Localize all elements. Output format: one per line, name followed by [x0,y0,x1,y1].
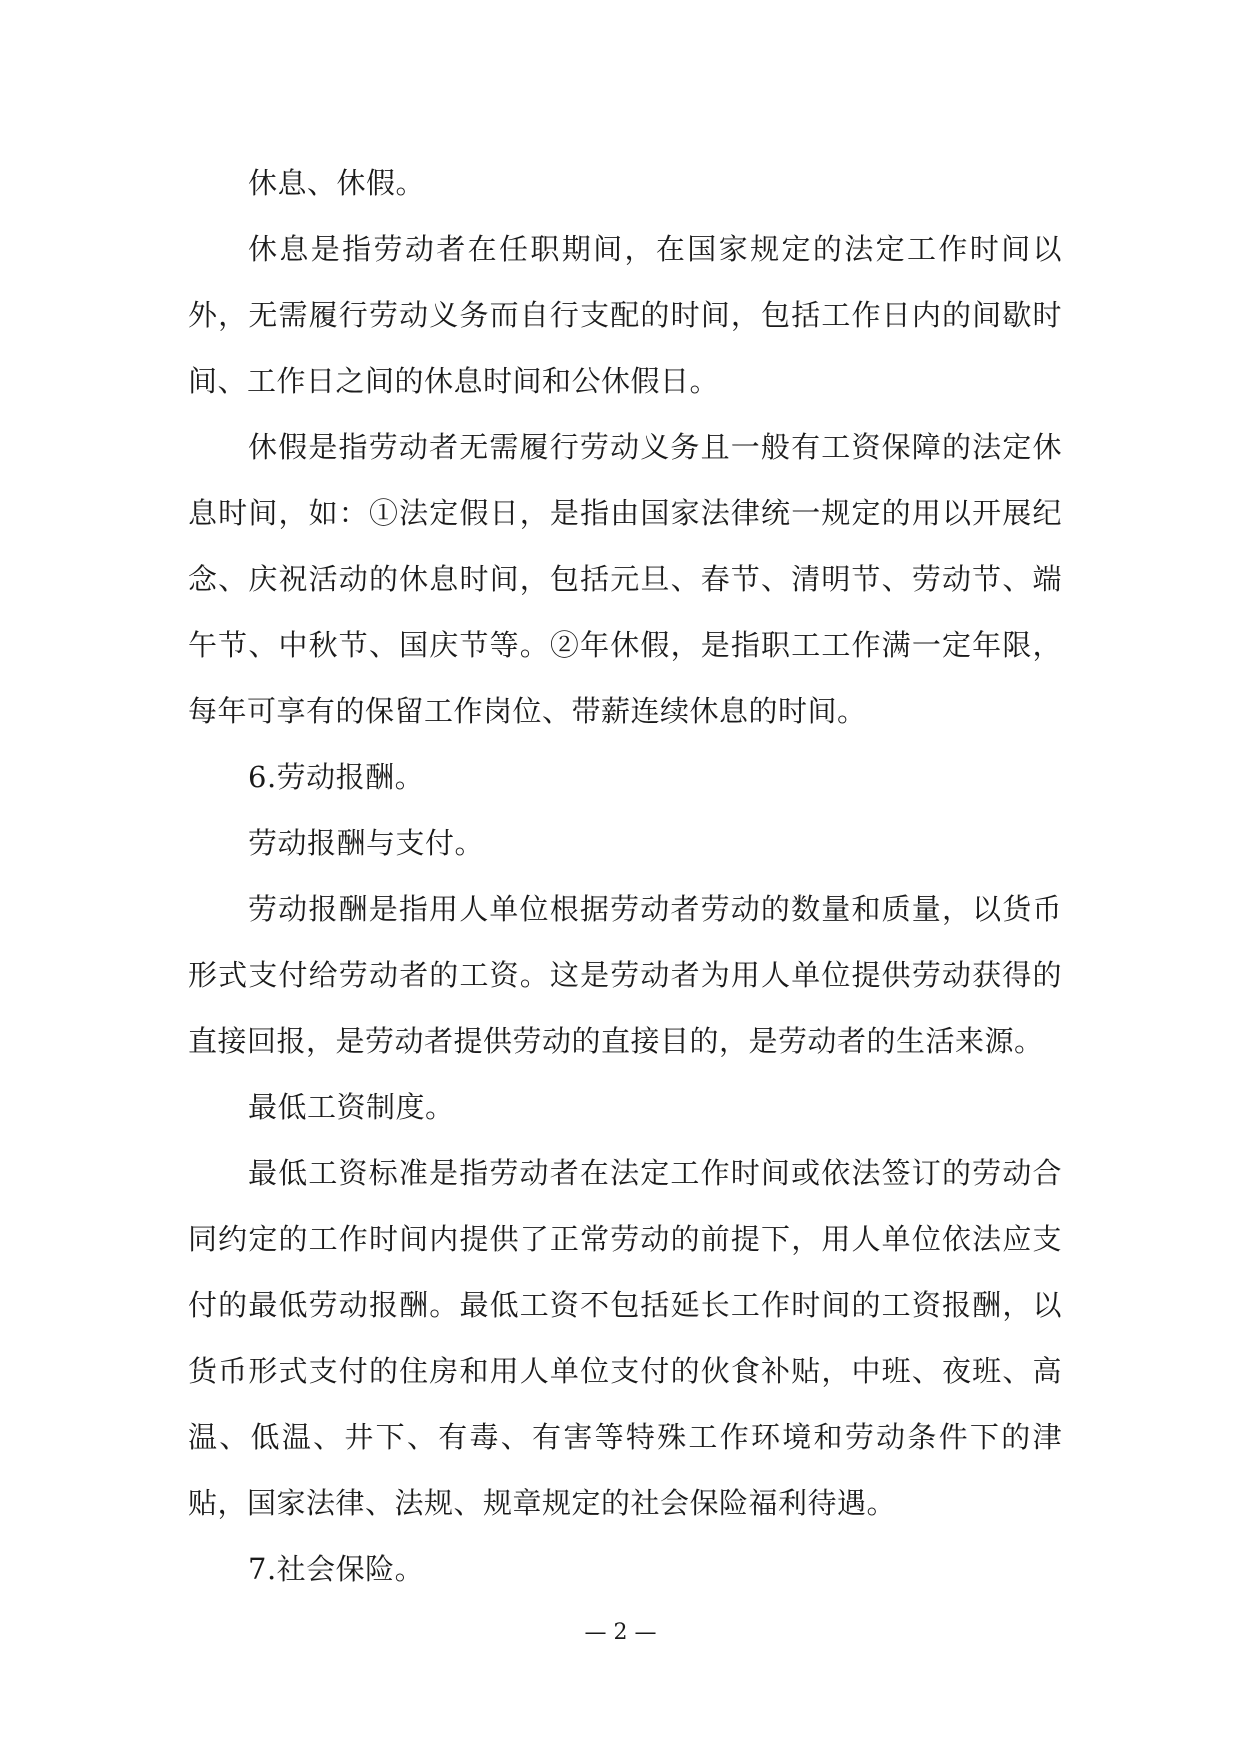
paragraph-minimum-wage-definition: 最低工资标准是指劳动者在法定工作时间或依法签订的劳动合同约定的工作时间内提供了正常劳动的前提下，用人单位依法应支付的最低劳动报酬。最低工资不包括延长工作时间的工资报酬，以货币形式支付的住房和用人单位支付的伙食补贴，中班、夜班、高温、低温、井下、有毒、有害等特殊工作环境和劳动条件下的津贴，国家法律、法规、规章规定的社会保险福利待遇。 [188,1156,1062,1520]
document-body [188,150,1062,1602]
paragraph-rest-definition: 休息是指劳动者在任职期间，在国家规定的法定工作时间以外，无需履行劳动义务而自行支配的时间，包括工作日内的间歇时间、工作日之间的休息时间和公休假日。 [188,232,1062,398]
paragraph-remuneration-definition: 劳动报酬是指用人单位根据劳动者劳动的数量和质量，以货币形式支付给劳动者的工资。这是劳动者为用人单位提供劳动获得的直接回报，是劳动者提供劳动的直接目的，是劳动者的生活来源。 [188,892,1062,1058]
paragraph-rest-leave-heading: 休息、休假。 [248,166,426,200]
page-number: — 2 — [584,1620,657,1645]
section-heading-labor-remuneration: 6.劳动报酬。 [248,760,425,794]
paragraph-leave-definition: 休假是指劳动者无需履行劳动义务且一般有工资保障的法定休息时间，如：①法定假日，是指由国家法律统一规定的用以开展纪念、庆祝活动的休息时间，包括元旦、春节、清明节、劳动节、端午节、中秋节、国庆节等。②年休假，是指职工工作满一定年限，每年可享有的保留工作岗位、带薪连续休息的时间。 [188,430,1062,728]
section-heading-social-insurance: 7.社会保险。 [248,1552,425,1586]
subheading-remuneration-payment: 劳动报酬与支付。 [248,826,485,860]
subheading-minimum-wage-system: 最低工资制度。 [248,1090,455,1124]
